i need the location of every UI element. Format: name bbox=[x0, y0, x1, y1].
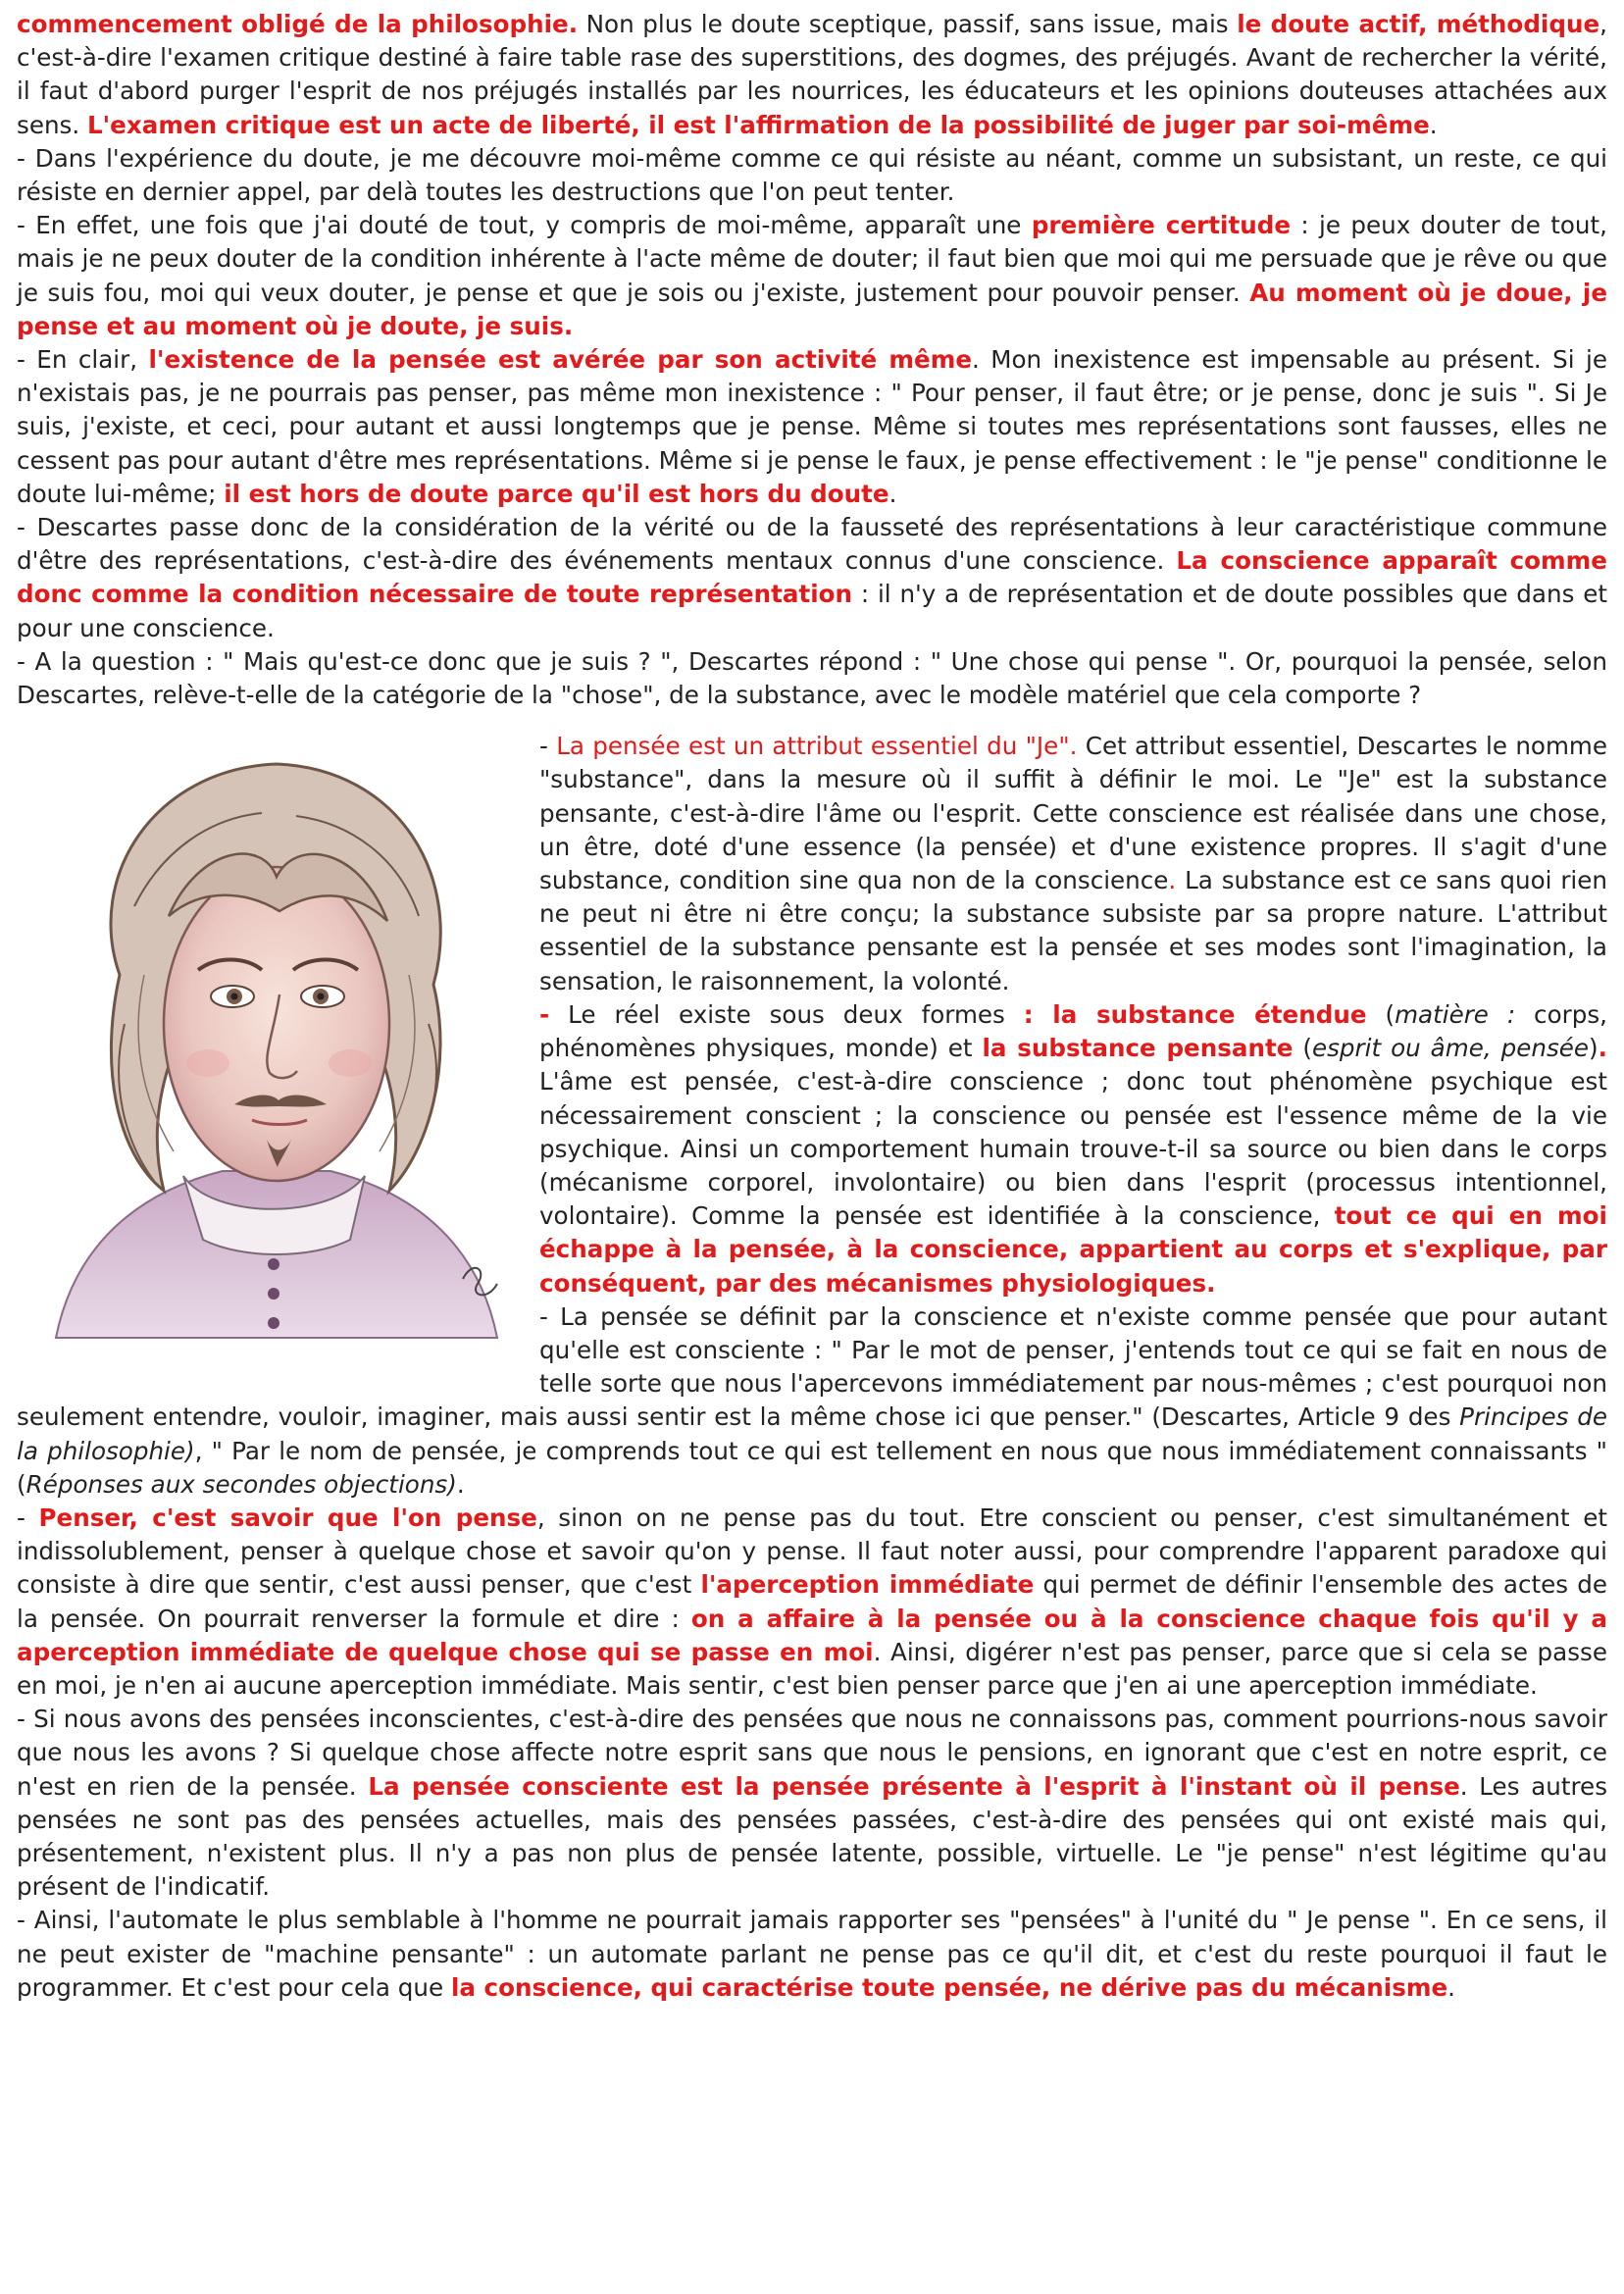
highlight: Penser, c'est savoir que l'on pense bbox=[38, 1503, 537, 1532]
highlight: L'examen critique est un acte de liberté, il est l'affirmation de la possibilité de juger par soi-même bbox=[86, 110, 1430, 139]
paragraph-attribute: - La pensée est un attribut essentiel du "Je". Cet attribut essentiel, Descartes le nomme "substance", dans la mesure où il suffit à définir le moi. Le "Je" est la substance pensante, c'est-à-dire l'âme ou l'esprit. Cette conscience est réalisée dans une chose, un être, doté d'une essence (la pensée) et d'une existence propres. Il s'agit d'une substance, condition sine qua non de la conscience. La substance est ce sans quoi rien ne peut ni être ni être conçu; la substance subsiste par sa propre nature. L'attribut essentiel de la substance pensante est la pensée et ses modes sont l'imagination, la sensation, le raisonnement, la volonté. bbox=[539, 732, 1607, 995]
paragraph-thinking-knowing: - Penser, c'est savoir que l'on pense, sinon on ne pense pas du tout. Etre conscient ou penser, c'est simultanément et indissolublement, penser à quelque chose et savoir qu'on y pense. Il faut noter aussi, pour comprendre l'apparent paradoxe qui consiste à dire que sentir, c'est aussi penser, que c'est l'aperception immédiate qui permet de définir l'ensemble des actes de la pensée. On pourrait renverser la formule et dire : on a affaire à la pensée ou à la conscience chaque fois qu'il y a aperception immédiate de quelque chose qui se passe en moi. Ainsi, digérer n'est pas penser, parce que si cela se passe en moi, je n'en ai aucune aperception immédiate. Mais sentir, c'est bien penser parce que j'en ai une aperception immédiate. bbox=[17, 1503, 1608, 1700]
document-page bbox=[17, 8, 1607, 2005]
paragraph-conscience-condition: - Descartes passe donc de la considération de la vérité ou de la fausseté des représentations à leur caractéristique commune d'être des représentations, c'est-à-dire des événements mentaux connus d'une conscience. La conscience apparaît comme donc comme la condition nécessaire de toute représentation : il n'y a de représentation et de doute possibles que dans et pour une conscience. bbox=[17, 513, 1607, 642]
paragraph-existence-of-thought: - En clair, l'existence de la pensée est avérée par son activité même. Mon inexistence est impensable au présent. Si je n'existais pas, je ne pourrais pas penser, pas même mon inexistence : " Pour penser, il faut être; or je pense, donc je suis ". Si Je suis, j'existe, et ceci, pour autant et aussi longtemps que je pense. Même si toutes mes représentations sont fausses, elles ne cessent pas pour autant d'être mes représentations. Même si je pense le faux, je pense effectivement : le "je pense" conditionne le doute lui-même; il est hors de doute parce qu'il est hors du doute. bbox=[17, 345, 1607, 508]
highlight: première certitude bbox=[1031, 211, 1292, 240]
highlight: la conscience, qui caractérise toute pensée, ne dérive pas du mécanisme bbox=[450, 1972, 1448, 2002]
highlight: La pensée est un attribut essentiel du "Je". bbox=[556, 732, 1078, 761]
paragraph-intro: commencement obligé de la philosophie. Non plus le doute sceptique, passif, sans issue, mais le doute actif, méthodique, c'est-à-dire l'examen critique destiné à faire table rase des superstitions, des dogmes, des préjugés. Avant de rechercher la vérité, il faut d'abord purger l'esprit de nos préjugés installés par les nourrices, les éducateurs et les opinions douteuses attachées aux sens. L'examen critique est un acte de liberté, il est l'affirmation de la possibilité de juger par soi-même. bbox=[17, 10, 1607, 139]
highlight: le doute actif, méthodique bbox=[1237, 10, 1600, 38]
highlight: on a affaire à la pensée ou à la conscience chaque fois qu'il y a aperception immédiate de quelque chose qui se passe en moi bbox=[17, 1604, 1607, 1666]
paragraph-automaton: - Ainsi, l'automate le plus semblable à l'homme ne pourrait jamais rapporter ses "pensées" à l'unité du " Je pense ". En ce sens, il ne peut exister de "machine pensante" : un automate parlant ne pense pas ce qu'il dit, et c'est du reste pourquoi il faut le programmer. Et c'est pour cela que la conscience, qui caractérise toute pensée, ne dérive pas du mécanisme. bbox=[17, 1906, 1607, 2002]
highlight: l'aperception immédiate bbox=[700, 1570, 1035, 1600]
highlight: : la substance étendue bbox=[1023, 999, 1367, 1029]
portrait-icon bbox=[17, 730, 532, 1367]
highlight: La conscience apparaît comme donc comme la condition nécessaire de toute représentation bbox=[17, 546, 1607, 609]
paragraph-doubt-experience: - Dans l'expérience du doute, je me découvre moi-même comme ce qui résiste au néant, comme un subsistant, un reste, ce qui résiste en dernier appel, par delà toutes les destructions que l'on peut tenter. bbox=[17, 143, 1607, 207]
paragraph-unconscious-thoughts: - Si nous avons des pensées inconscientes, c'est-à-dire des pensées que nous ne connaissons pas, comment pourrions-nous savoir que nous les avons ? Si quelque chose affecte notre esprit sans que nous le pensions, en ignorant que c'est en notre esprit, ce n'est en rien de la pensée. La pensée consciente est la pensée présente à l'esprit à l'instant où il pense. Les autres pensées ne sont pas des pensées actuelles, mais des pensées passées, c'est-à-dire des pensées qui ont existé mais qui, présentement, n'existent plus. Il n'y a pas non plus de pensée latente, possible, virtuelle. Le "je pense" n'est légitime qu'au présent de l'indicatif. bbox=[17, 1705, 1608, 1902]
highlight: commencement obligé de la philosophie. bbox=[17, 10, 579, 38]
highlight: il est hors de doute parce qu'il est hors du doute bbox=[224, 479, 889, 508]
highlight: la substance pensante bbox=[982, 1034, 1294, 1063]
highlight: Au moment où je doue, je pense et au moment où je doute, je suis. bbox=[17, 278, 1607, 340]
paragraph-thought-definition: - La pensée se définit par la conscience et n'existe comme pensée que pour autant qu'elle est consciente : " Par le mot de penser, j'entends tout ce qui se fait en nous de telle sorte que nous l'apercevons immédiatement par nous-mêmes ; c'est pourquoi non seulement entendre, vouloir, imaginer, mais aussi sentir est la même chose ici que penser." (Descartes, Article 9 des Principes de la philosophie), " Par le nom de pensée, je comprends tout ce qui est tellement en nous que nous immédiatement connaissants " (Réponses aux secondes objections). bbox=[17, 1301, 1607, 1499]
paragraph-first-certainty: - En effet, une fois que j'ai douté de tout, y compris de moi-même, apparaît une première certitude : je peux douter de tout, mais je ne peux douter de la condition inhérente à l'acte même de douter; il faut bien que moi qui me persuade que je rêve ou que je suis fou, moi qui veux douter, je pense et que je sois ou j'existe, justement pour pouvoir penser. Au moment où je doue, je pense et au moment où je doute, je suis. bbox=[17, 211, 1607, 340]
highlight: l'existence de la pensée est avérée par son activité même bbox=[148, 345, 973, 375]
paragraph-two-substances: - Le réel existe sous deux formes : la substance étendue (matière : corps, phénomènes physiques, monde) et la substance pensante (esprit ou âme, pensée). L'âme est pensée, c'est-à-dire conscience ; donc tout phénomène psychique est nécessairement conscient ; la conscience ou pensée est l'essence même de la vie psychique. Ainsi un comportement humain trouve-t-il sa source ou bien dans le corps (mécanisme corporel, involontaire) ou bien dans l'esprit (processus intentionnel, volontaire). Comme la pensée est identifiée à la conscience, tout ce qui en moi échappe à la pensée, à la conscience, appartient au corps et s'explique, par conséquent, par des mécanismes physiologiques. bbox=[539, 999, 1607, 1298]
descartes-portrait bbox=[17, 730, 532, 1367]
highlight: tout ce qui en moi échappe à la pensée, à la conscience, appartient au corps et s'explique, par conséquent, par des mécanismes physiologiques. bbox=[539, 1201, 1607, 1298]
paragraph-question: - A la question : " Mais qu'est-ce donc que je suis ? ", Descartes répond : " Une chose qui pense ". Or, pourquoi la pensée, selon Descartes, relève-t-elle de la catégorie de la "chose", de la substance, avec le modèle matériel que cela comporte ? bbox=[17, 646, 1607, 710]
highlight: La pensée consciente est la pensée présente à l'esprit à l'instant où il pense bbox=[368, 1771, 1460, 1801]
